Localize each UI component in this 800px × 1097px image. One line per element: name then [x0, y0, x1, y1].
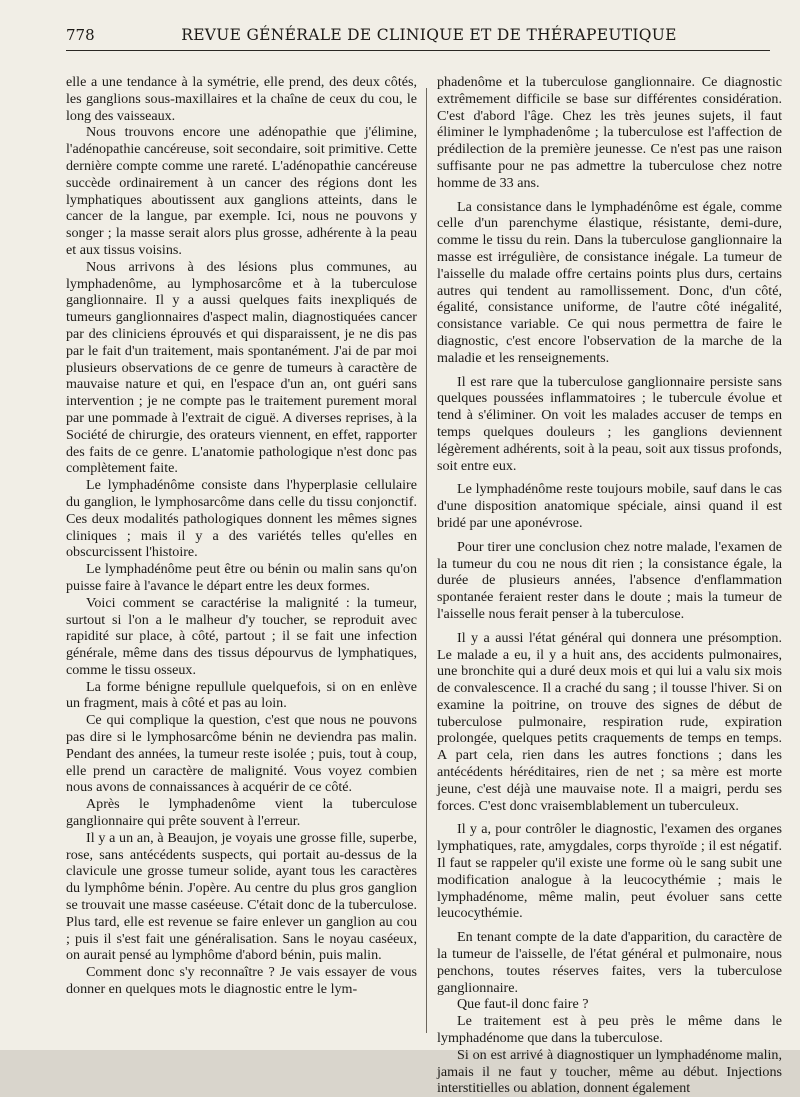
left-column [66, 74, 417, 998]
column-divider [426, 88, 427, 1033]
paragraph: La consistance dans le lymphadénôme est égale, comme celle d'un parenchyme élastique, résistante, demi-dure, comme le tissu du rein. Dans la tuberculose ganglionnaire la masse est irrégulière, de consistance inégale. La tumeur de l'aisselle du malade offre certains points plus durs, certains autres qui tendent au ramollissement. Donc, d'un côté, égalité, consistance uniforme, de l'autre côté inégalité, consistance variable. Ce qui nous permettra de faire le diagnostic, c'est encore l'observation de la marche de la maladie et les renseignements. [437, 198, 782, 366]
paragraph: Que faut-il donc faire ? [457, 996, 589, 1013]
paragraph: Voici comment se caractérise la malignité : la tumeur, surtout si l'on a le malheur d'y toucher, se reproduit avec rapidité sur place, à côté, partout ; il se fait une infection générale, même dans des tissus dépourvus de lymphatiques, comme le tissu osseux. [66, 594, 417, 678]
paragraph: Le traitement est à peu près le même dans le lymphadénome que dans la tuberculose. [437, 1013, 782, 1047]
paragraph: La forme bénigne repullule quelquefois, si on en enlève un fragment, mais à côté et pas au loin. [66, 678, 417, 712]
paragraph: Pour tirer une conclusion chez notre malade, l'examen de la tumeur du cou ne nous dit rien ; la consistance égale, la durée de plusieurs années, l'absence d'enflammation spontanée feraient rester dans le doute ; mais la tumeur de l'aisselle nous ferait penser à la tuberculose. [437, 538, 782, 622]
paragraph: En tenant compte de la date d'apparition, du caractère de la tumeur de l'aisselle, de l'état général et pulmonaire, nous penchons, toutes réserves faites, vers la tuberculose ganglionnaire. [437, 929, 782, 996]
paragraph: phadenôme et la tuberculose ganglionnaire. Ce diagnostic extrêmement difficile se base sur différentes considération. C'est d'abord l'âge. Chez les très jeunes sujets, il faut éliminer le lymphadenôme ; la tuberculose est l'affection de prédilection de la première jeunesse. Ce n'est pas une raison suffisante pour ne pas admettre la tuberculose chez notre homme de 33 ans. [437, 74, 782, 191]
running-head: REVUE GÉNÉRALE DE CLINIQUE ET DE THÉRAPEUTIQUE [181, 26, 677, 44]
page-number: 778 [66, 26, 95, 44]
paragraph: Ce qui complique la question, c'est que nous ne pouvons pas dire si le lymphosarcôme bénin ne deviendra pas malin. Pendant des années, la tumeur reste isolée ; puis, tout à coup, elle prend un caractère de malignité. Vous voyez combien nous avons de connaissances à acquérir de ce côté. [66, 712, 417, 796]
paragraph: Le lymphadénôme peut être ou bénin ou malin sans qu'on puisse faire à l'avance le départ entre les deux formes. [66, 561, 417, 594]
paragraph: Il y a un an, à Beaujon, je voyais une grosse fille, superbe, rose, sans antécédents suspects, qui portait au-dessus de la clavicule une grosse tumeur solide, ayant tous les caractères du lymphôme bénin. J'opère. Au centre du plus gros ganglion se trouvait une masse caséeuse. C'était donc de la tuberculose. Plus tard, elle est revenue se faire enlever un ganglion au cou ; puis il s'est fait une généralisation. Sans le noyau caséeux, on aurait pensé au lymphôme d'abord bénin, puis malin. [66, 829, 417, 964]
paragraph: Il est rare que la tuberculose ganglionnaire persiste sans quelques poussées inflammatoires ; le tubercule évolue et tend à s'éliminer. On voit les malades accuser de temps en temps quelques douleurs ; les ganglions deviennent légèrement adhérents, soit à la peau, soit aux tissus profonds, soit entre eux. [437, 373, 782, 474]
paragraph: Après le lymphadenôme vient la tuberculose ganglionnaire qui prête souvent à l'erreur. [66, 796, 417, 830]
paragraph: Il y a, pour contrôler le diagnostic, l'examen des organes lymphatiques, rate, amygdales, corps thyroïde ; il est négatif. Il faut se rappeler qu'il existe une forme où le sang subit une modification analogue à la leucocythémie ; mais le lymphadénome, même malin, peut évoluer sans cette leucocythémie. [437, 821, 782, 922]
paragraph: Nous trouvons encore une adénopathie que j'élimine, l'adénopathie cancéreuse, soit secondaire, soit primitive. Cette dernière compte comme une rareté. L'adénopathie cancéreuse succède ordinairement à un cancer des régions dont les lymphatiques aboutissent aux ganglions atteints, dans le cancer de la langue, par exemple. Ici, nous ne pouvons y songer ; la masse serait alors plus grosse, adhérente à la peau et aux tissus voisins. [66, 124, 417, 258]
paragraph: Il y a aussi l'état général qui donnera une présomption. Le malade a eu, il y a huit ans, des accidents pulmonaires, une bronchite qui a duré deux mois et qui lui a valu six mois de convalescence. Il a craché du sang ; il tousse l'hiver. Si on examine la poitrine, on trouve des signes de début de tuberculose pulmonaire, respiration rude, expiration prolongée, quelques petits craquements de temps en temps. A part cela, rien dans les autres fonctions ; dans les antécédents héréditaires, rien de net ; sa mère est morte jeune, c'est déjà une mauvaise note. Il a maigri, perdu ses forces. C'est donc vraisemblablement un tuberculeux. [437, 629, 782, 814]
paragraph: Le lymphadénôme consiste dans l'hyperplasie cellulaire du ganglion, le lymphosarcôme dans celle du tissu conjonctif. Ces deux modalités pathologiques donnent les mêmes signes cliniques ; mais il y a des variétés telles qu'elles en obscurcissent l'histoire. [66, 477, 417, 561]
page-header [66, 26, 770, 51]
paragraph: Comment donc s'y reconnaître ? Je vais essayer de vous donner en quelques mots le diagnostic entre le lym- [66, 964, 417, 998]
paragraph: Nous arrivons à des lésions plus communes, au lymphadenôme, au lymphosarcôme et à la tuberculose ganglionnaire. Il y a aussi quelques faits inexpliqués de tumeurs ganglionnaires d'aspect malin, diagnostiquées cancer par des cliniciens éprouvés et qui disparaissent, je ne dis pas par le fait d'un traitement, mais spontanément. J'ai de par moi plusieurs observations de ce genre de tumeurs à caractère de mauvaise nature et qui, en l'espace d'un an, ont guéri sans intervention ; je ne compte pas le traitement purement moral par une pommade à l'extrait de ciguë. A diverses reprises, à la Société de chirurgie, des orateurs viennent, en effet, rapporter des faits de ce genre. L'anatomie pathologique n'est donc pas complètement faite. [66, 258, 417, 477]
right-column [437, 74, 782, 1097]
paragraph: Le lymphadénôme reste toujours mobile, sauf dans le cas d'une disposition anatomique spéciale, ainsi quand il est bridé par une aponévrose. [437, 481, 782, 531]
paragraph: Si on est arrivé à diagnostiquer un lymphadénome malin, jamais il ne faut y toucher, même au début. Injections interstitielles ou ablation, donnent également [437, 1046, 782, 1097]
paragraph: elle a une tendance à la symétrie, elle prend, des deux côtés, les ganglions sous-maxillaires et la chaîne de ceux du cou, le long des vaisseaux. [66, 74, 417, 124]
